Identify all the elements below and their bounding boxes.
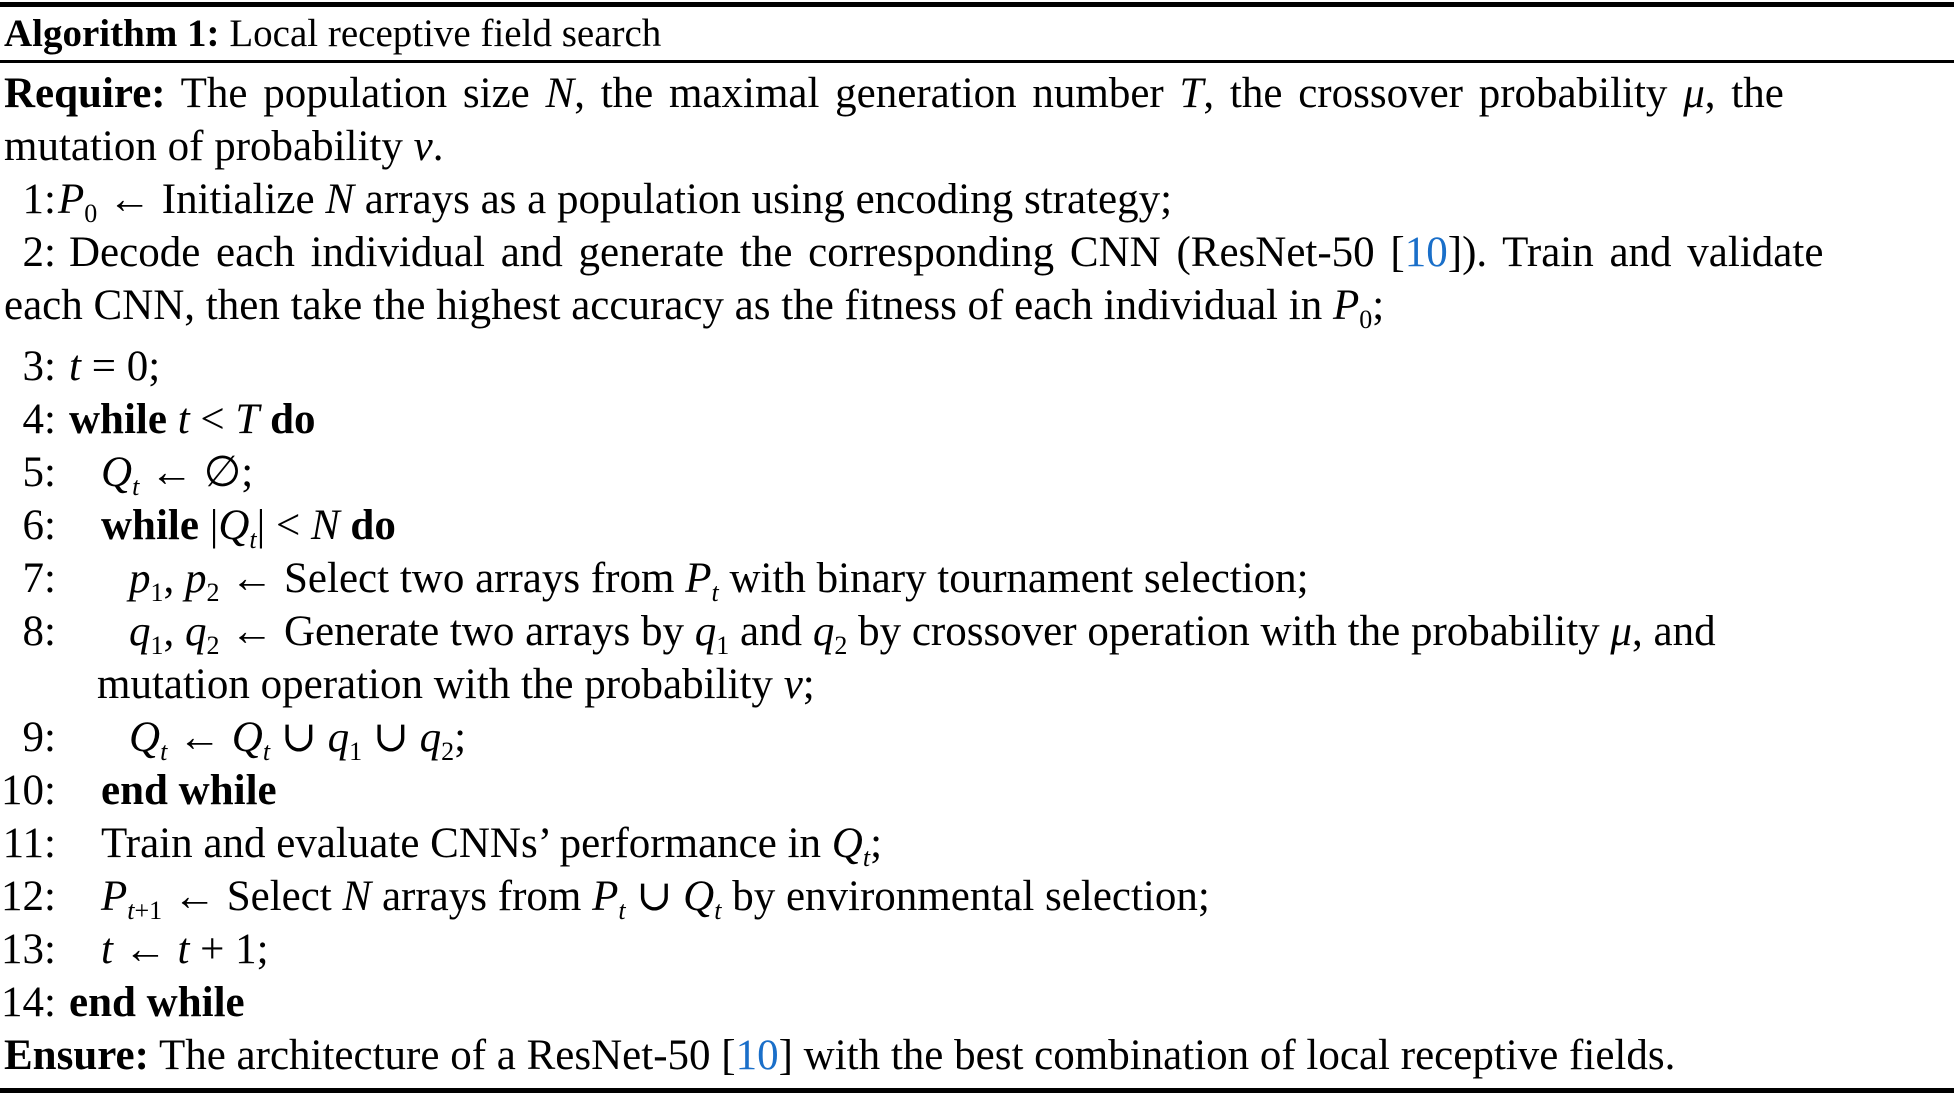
algorithm-line [0, 923, 1954, 976]
algorithm-line [0, 658, 1954, 711]
math-var: P [101, 873, 128, 920]
line-content [101, 449, 254, 499]
text-segment: = 0; [80, 343, 161, 390]
math-var: Q [683, 873, 715, 920]
algorithm-line [0, 870, 1954, 923]
math-var: Q [231, 714, 263, 761]
line-number: 11: [2, 820, 56, 867]
text-segment: ; [870, 820, 883, 867]
math-var: p [185, 555, 207, 602]
line-number: 4: [22, 396, 56, 443]
math-var: Q [218, 502, 250, 549]
subscript: 2 [834, 631, 848, 658]
line-number: 5: [22, 449, 56, 496]
math-var: P [1332, 282, 1360, 329]
algorithm-line [0, 67, 1954, 120]
text-segment: ← ∅; [139, 449, 254, 496]
text-segment: [ [1390, 229, 1405, 276]
text-segment: ). Train and validate [1462, 229, 1824, 276]
text-segment: ; [1372, 282, 1385, 329]
text-segment: , and [1632, 608, 1716, 655]
keyword: end while [69, 979, 245, 1026]
math-var: Q [129, 714, 161, 761]
math-var: P [592, 873, 619, 920]
math-var: t [177, 926, 190, 973]
keyword: do [259, 396, 316, 443]
line-content [129, 555, 1309, 605]
subscript: t [711, 578, 719, 605]
text-segment: ∪ [270, 714, 328, 761]
math-var: N [310, 502, 340, 549]
line-content [97, 661, 815, 708]
math-var: Q [831, 820, 863, 867]
math-var: q [812, 608, 835, 655]
text-segment: ← Initialize [97, 176, 326, 223]
text-segment: arrays as a population using encoding strategy; [354, 176, 1173, 223]
subscript: 1 [150, 631, 164, 658]
algorithm-line [0, 817, 1954, 870]
text-segment: with binary tournament selection; [718, 555, 1309, 602]
line-content [58, 176, 1173, 226]
keyword: Ensure: [4, 1032, 149, 1079]
math-var: P [58, 176, 85, 223]
algorithm-line [0, 976, 1954, 1029]
algorithm-line [0, 226, 1954, 279]
line-content [101, 820, 883, 870]
text-segment: , [163, 555, 185, 602]
math-var: N [545, 70, 575, 117]
algorithm-caption [0, 7, 1954, 60]
line-content [101, 873, 1210, 923]
subscript: t [249, 525, 257, 552]
math-var: p [129, 555, 151, 602]
line-number: 14: [1, 979, 56, 1026]
subscript: +1 [134, 896, 163, 923]
line-content [69, 979, 245, 1026]
text-segment: arrays from [371, 873, 593, 920]
subscript: 2 [206, 631, 220, 658]
text-segment: , the maximal generation number [574, 70, 1180, 117]
line-number: 3: [22, 343, 56, 390]
line-content [69, 396, 316, 443]
line-content [69, 343, 160, 390]
text-segment: [ [721, 1032, 736, 1079]
keyword: while [101, 502, 210, 549]
algorithm-line [0, 120, 1954, 173]
math-var: N [342, 873, 372, 920]
algorithm-line [0, 446, 1954, 499]
subscript: 2 [441, 737, 455, 764]
math-var: q [419, 714, 442, 761]
algorithm-body [0, 63, 1954, 1082]
text-segment: ; [454, 714, 467, 761]
line-number: 10: [1, 767, 56, 814]
subscript: t [262, 737, 271, 764]
keyword: Require: [4, 70, 166, 117]
line-content [101, 767, 277, 814]
text-segment: | < [256, 502, 311, 549]
text-segment: ← Select [162, 873, 343, 920]
text-segment: < [189, 396, 236, 443]
math-var: t [177, 396, 190, 443]
text-segment: ∪ [625, 873, 684, 920]
text-segment: ] with the best combination of local receptive fields. [778, 1032, 1676, 1079]
math-var: q [694, 608, 717, 655]
text-segment: , [163, 608, 185, 655]
math-var: t [101, 926, 113, 973]
math-var: T [235, 396, 260, 443]
line-number: 7: [22, 555, 56, 602]
text-segment: by environmental selection; [721, 873, 1210, 920]
line-number: 8: [22, 608, 56, 655]
text-segment: ← Generate two arrays by [219, 608, 695, 655]
text-segment: ; [802, 661, 815, 708]
algorithm-line [0, 1029, 1954, 1082]
line-content [4, 123, 443, 170]
algorithm-line [0, 173, 1954, 226]
algorithm-line [0, 340, 1954, 393]
subscript: 0 [1359, 305, 1373, 332]
keyword: end while [101, 767, 277, 814]
text-segment: Train and evaluate CNNs’ performance in [101, 820, 832, 867]
algorithm-line [0, 552, 1954, 605]
algorithm-line [0, 605, 1954, 658]
text-segment: ← Select two arrays from [219, 555, 686, 602]
text-segment: , the crossover probability [1203, 70, 1684, 117]
text-segment: . [432, 123, 444, 170]
math-var: P [685, 555, 712, 602]
math-var: T [1179, 70, 1204, 117]
algorithm-line [0, 393, 1954, 446]
line-number: 9: [22, 714, 56, 761]
text-segment: and [729, 608, 813, 655]
line-content [69, 229, 1823, 276]
algorithm-line [0, 279, 1954, 332]
math-var: μ [1683, 70, 1705, 117]
math-var: N [325, 176, 355, 223]
subscript: 0 [84, 199, 98, 226]
subscript: t [127, 896, 135, 923]
text-segment: mutation operation with the probability [97, 661, 784, 708]
line-content [4, 1032, 1675, 1079]
algorithm-title: Local receptive field search [219, 12, 662, 55]
line-content [4, 70, 1784, 117]
text-segment: | [209, 502, 219, 549]
math-var: μ [1610, 608, 1632, 655]
line-number: 1: [22, 176, 56, 223]
math-var: q [327, 714, 350, 761]
algorithm-line [0, 711, 1954, 764]
line-number: 6: [22, 502, 56, 549]
subscript: 1 [716, 631, 730, 658]
math-var: q [185, 608, 207, 655]
text-segment: each CNN, then take the highest accuracy as the fitness of each individual in [4, 282, 1333, 329]
citation-link[interactable]: 10 [1404, 229, 1448, 276]
text-segment: by crossover operation with the probability [847, 608, 1611, 655]
math-var: ν [783, 661, 803, 708]
line-content [129, 608, 1716, 658]
line-number: 13: [1, 926, 56, 973]
line-number: 2: [22, 229, 56, 276]
text-segment: ] [1447, 229, 1463, 276]
algorithm-label: Algorithm 1: [4, 12, 220, 55]
keyword: do [339, 502, 396, 549]
subscript: t [160, 737, 168, 764]
text-segment: , the [1704, 70, 1784, 117]
math-var: Q [101, 449, 133, 496]
text-segment: ← [167, 714, 232, 761]
text-segment: + 1; [189, 926, 269, 973]
bottom-rule [0, 1088, 1954, 1093]
line-content [129, 714, 467, 764]
algorithm-line [0, 499, 1954, 552]
algorithm-line [0, 764, 1954, 817]
subscript: 1 [349, 737, 363, 764]
text-segment: mutation of probability [4, 123, 414, 170]
line-number: 12: [1, 873, 56, 920]
math-var: ν [413, 123, 433, 170]
subscript: 2 [206, 578, 220, 605]
math-var: t [69, 343, 81, 390]
line-content [101, 502, 396, 552]
keyword: while [69, 396, 178, 443]
line-content [101, 926, 269, 973]
text-segment: ← [112, 926, 178, 973]
text-segment: The population size [165, 70, 546, 117]
subscript: t [862, 843, 871, 870]
text-segment: ∪ [362, 714, 420, 761]
subscript: t [618, 896, 626, 923]
text-segment: Decode each individual and generate the corresponding CNN (ResNet-50 [69, 229, 1391, 276]
subscript: t [714, 896, 722, 923]
subscript: t [132, 472, 140, 499]
math-var: q [129, 608, 151, 655]
citation-link[interactable]: 10 [735, 1032, 779, 1079]
subscript: 1 [150, 578, 164, 605]
text-segment: The architecture of a ResNet-50 [148, 1032, 722, 1079]
line-content [4, 282, 1385, 332]
